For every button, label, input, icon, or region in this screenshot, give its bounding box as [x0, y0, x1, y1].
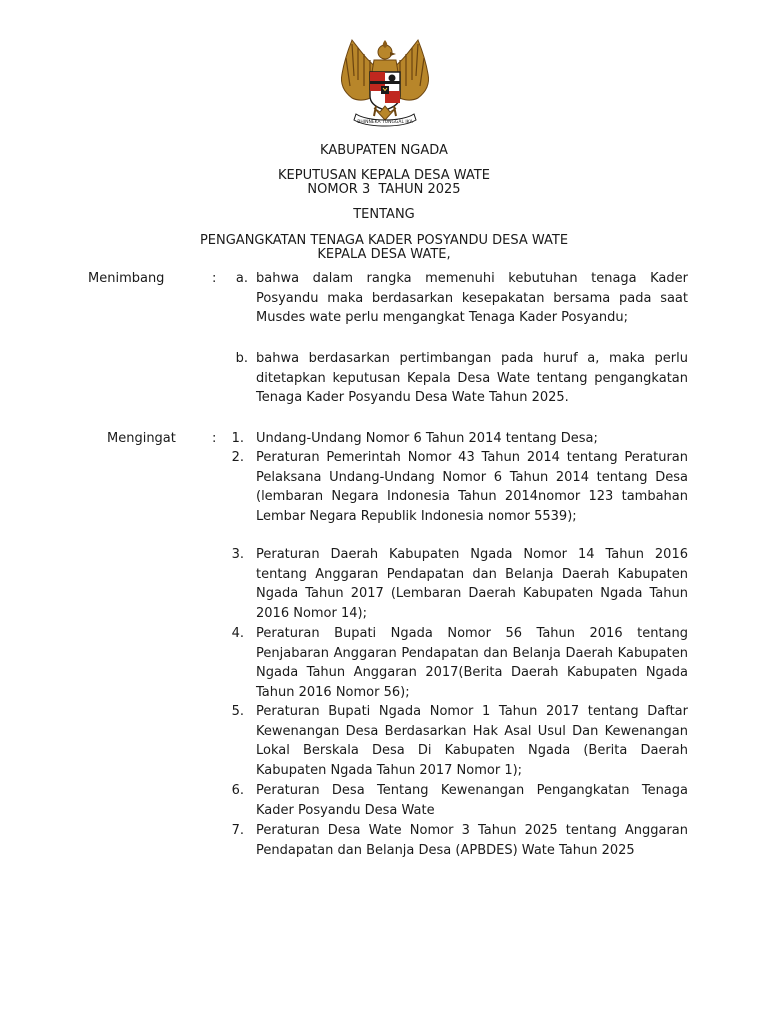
regency-name: KABUPATEN NGADA [320, 143, 448, 158]
recalling-marker: 7. [231, 823, 244, 838]
recalling-marker: 4. [231, 626, 244, 641]
recalling-item: Peraturan Pemerintah Nomor 43 Tahun 2014 tentang Peraturan Pelaksana Undang-Undang Nomor 6 Tahun 2014 tentang Desa (lembaran Negara Indonesia Tahun 2014nomor 123 tambahan Lembar Negara Republik Indonesia nomor 5539); [256, 450, 688, 524]
recalling-colon: : [212, 431, 217, 446]
recalling-marker: 2. [231, 450, 244, 465]
recalling-marker: 1. [231, 431, 244, 446]
emblem-ribbon-text: BHINNEKA TUNGGAL IKA [357, 120, 413, 125]
recalling-label: Mengingat [107, 431, 176, 446]
considering-item: bahwa dalam rangka memenuhi kebutuhan tenaga Kader Posyandu maka berdasarkan kesepakatan bersama pada saat Musdes wate perlu mengangkat Tenaga Kader Posyandu; [256, 271, 688, 326]
recalling-marker: 5. [231, 704, 244, 719]
considering-colon: : [212, 271, 217, 286]
issuer-line: KEPALA DESA WATE, [317, 247, 451, 262]
recalling-marker: 6. [231, 783, 244, 798]
recalling-item: Undang-Undang Nomor 6 Tahun 2014 tentang Desa; [256, 431, 598, 446]
recalling-item: Peraturan Daerah Kabupaten Ngada Nomor 14 Tahun 2016 tentang Anggaran Pendapatan dan Belanja Daerah Kabupaten Ngada Tahun 2017 (Lembaran Daerah Kabupaten Ngada Tahun 2016 Nomor 14); [256, 547, 688, 621]
considering-label: Menimbang [88, 271, 165, 286]
recalling-item: Peraturan Desa Wate Nomor 3 Tahun 2025 tentang Anggaran Pendapatan dan Belanja Desa (APBDES) Wate Tahun 2025 [256, 823, 688, 858]
considering-marker: a. [235, 271, 248, 286]
considering-item: bahwa berdasarkan pertimbangan pada huruf a, maka perlu ditetapkan keputusan Kepala Desa Wate tentang pengangkatan Tenaga Kader Posyandu Desa Wate Tahun 2025. [256, 351, 688, 406]
considering-marker: b. [235, 351, 248, 366]
decree-subject: PENGANGKATAN TENAGA KADER POSYANDU DESA WATE [199, 233, 569, 248]
decree-number: NOMOR 3 TAHUN 2025 [307, 182, 461, 197]
decree-title: KEPUTUSAN KEPALA DESA WATE [278, 168, 490, 183]
recalling-item: Peraturan Desa Tentang Kewenangan Pengangkatan Tenaga Kader Posyandu Desa Wate [256, 783, 688, 818]
recalling-item: Peraturan Bupati Ngada Nomor 56 Tahun 2016 tentang Penjabaran Anggaran Pendapatan dan Belanja Daerah Kabupaten Ngada Tahun Anggaran 2017(Berita Daerah Kabupaten Ngada Tahun 2016 Nomor 56); [256, 626, 688, 700]
about-label: TENTANG [353, 207, 415, 222]
recalling-item: Peraturan Bupati Ngada Nomor 1 Tahun 2017 tentang Daftar Kewenangan Desa Berdasarkan Hak Asal Usul Dan Kewenangan Lokal Berskala Desa Di Kabupaten Ngada (Berita Daerah Kabupaten Ngada Tahun 2017 Nomor 1); [256, 704, 688, 778]
garuda-pancasila-emblem-icon [330, 36, 440, 130]
recalling-marker: 3. [231, 547, 244, 562]
